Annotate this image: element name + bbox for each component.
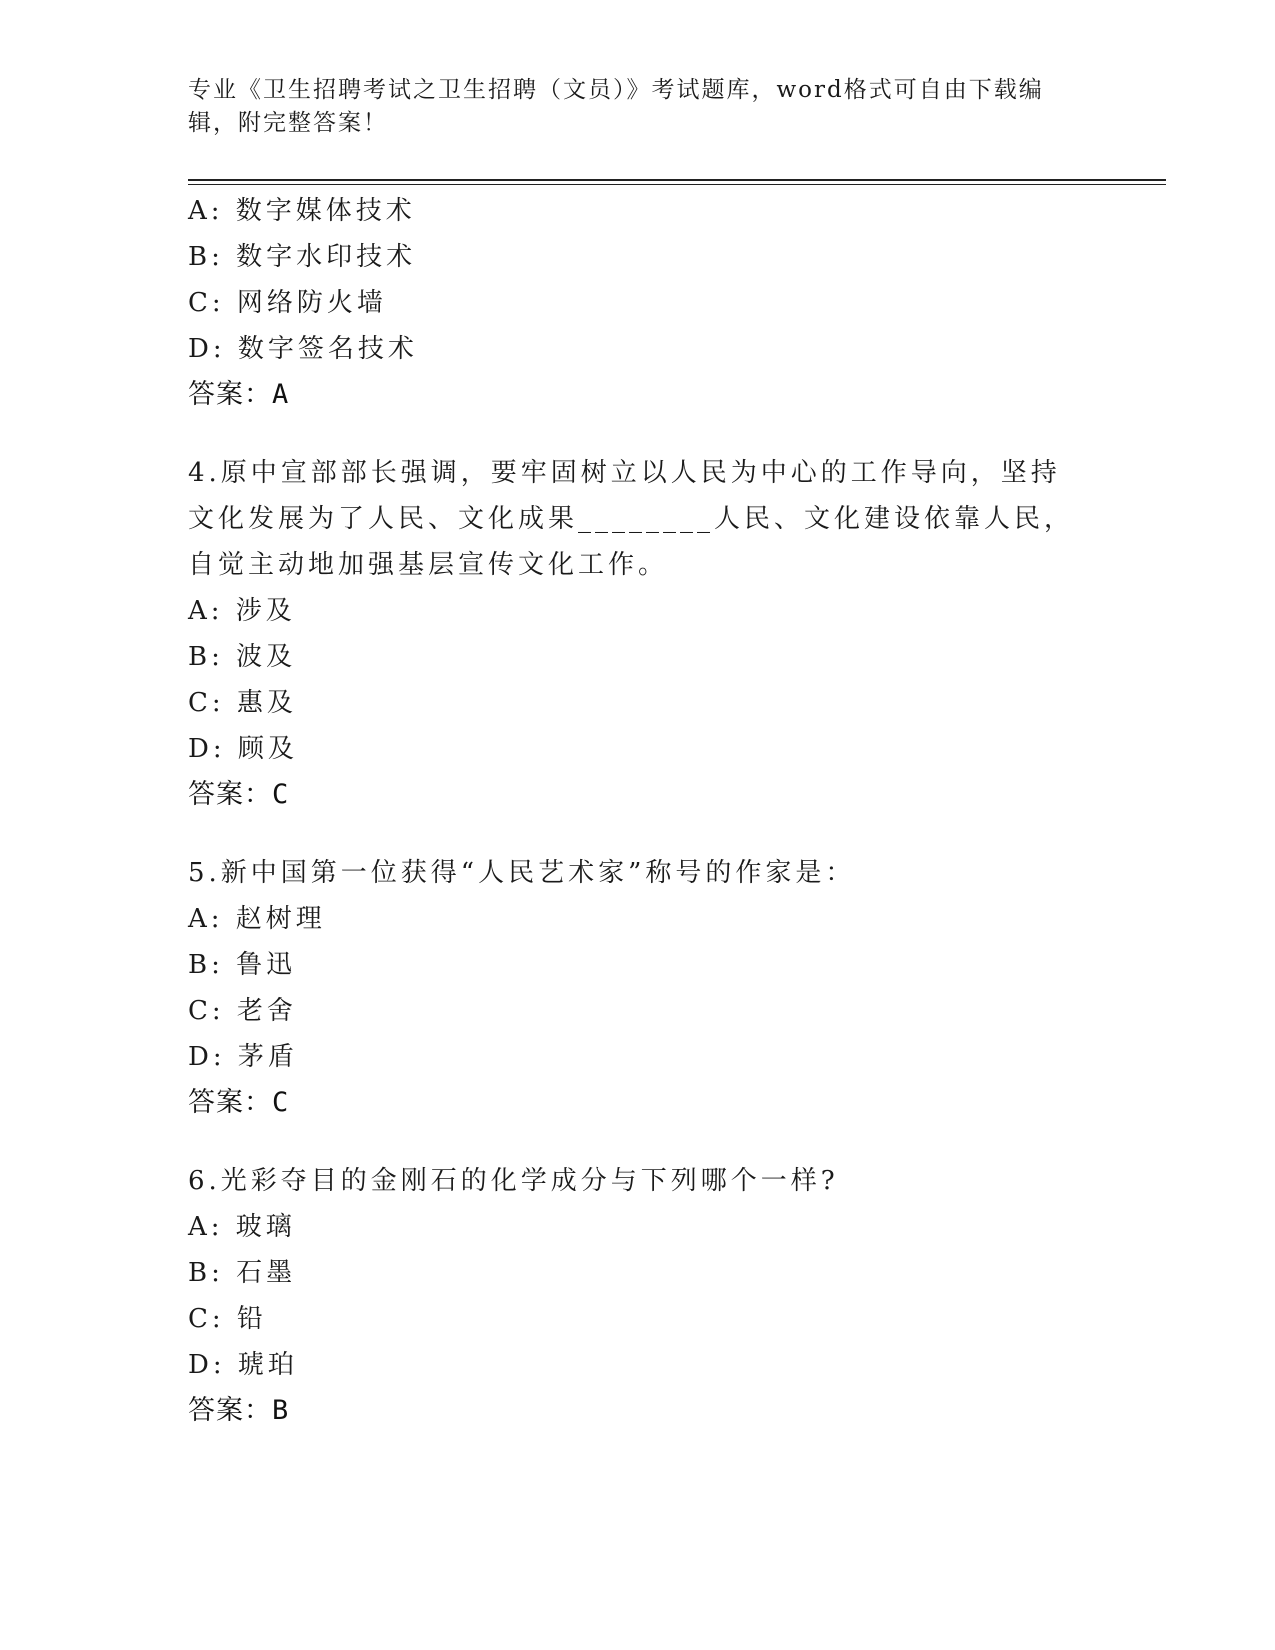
question-6-block [188,1158,1088,1434]
option-b: B: 鲁迅 [188,950,297,980]
question-spacer [188,818,1088,850]
question-spacer [188,418,1088,450]
option-a: A: 涉及 [188,596,296,626]
option-d: D: 数字签名技术 [188,334,418,364]
document-header: 专业《卫生招聘考试之卫生招聘（文员）》考试题库，word格式可自由下载编辑，附完整答案！ [188,77,1044,136]
option-c: C: 铅 [188,1304,267,1334]
question-4-block [188,450,1088,818]
answer-line: 答案：B [188,1395,290,1426]
option-c: C: 老舍 [188,996,297,1026]
option-a: A: 玻璃 [188,1212,296,1242]
option-d: D: 顾及 [188,734,298,764]
question-5-block [188,850,1088,1126]
question-3-block [188,188,1088,418]
question-spacer [188,1126,1088,1158]
answer-line: 答案：C [188,779,290,810]
question-stem: 4.原中宣部部长强调，要牢固树立以人民为中心的工作导向，坚持文化发展为了人民、文化成果________人民、文化建设依靠人民，自觉主动地加强基层宣传文化工作。 [188,458,1075,580]
question-list [188,188,1088,1434]
option-b: B: 波及 [188,642,297,672]
answer-line: 答案：C [188,1087,290,1118]
option-b: B: 石墨 [188,1258,297,1288]
option-b: B: 数字水印技术 [188,242,417,272]
answer-line: 答案：A [188,379,290,410]
question-stem: 6.光彩夺目的金刚石的化学成分与下列哪个一样? [188,1166,839,1196]
option-d: D: 茅盾 [188,1042,298,1072]
header-divider-thick [188,179,1166,181]
option-d: D: 琥珀 [188,1350,298,1380]
option-c: C: 网络防火墙 [188,288,387,318]
option-a: A: 赵树理 [188,904,326,934]
option-a: A: 数字媒体技术 [188,196,416,226]
question-stem: 5.新中国第一位获得“人民艺术家”称号的作家是： [188,858,856,888]
option-c: C: 惠及 [188,688,297,718]
header-divider-thin [188,184,1166,185]
